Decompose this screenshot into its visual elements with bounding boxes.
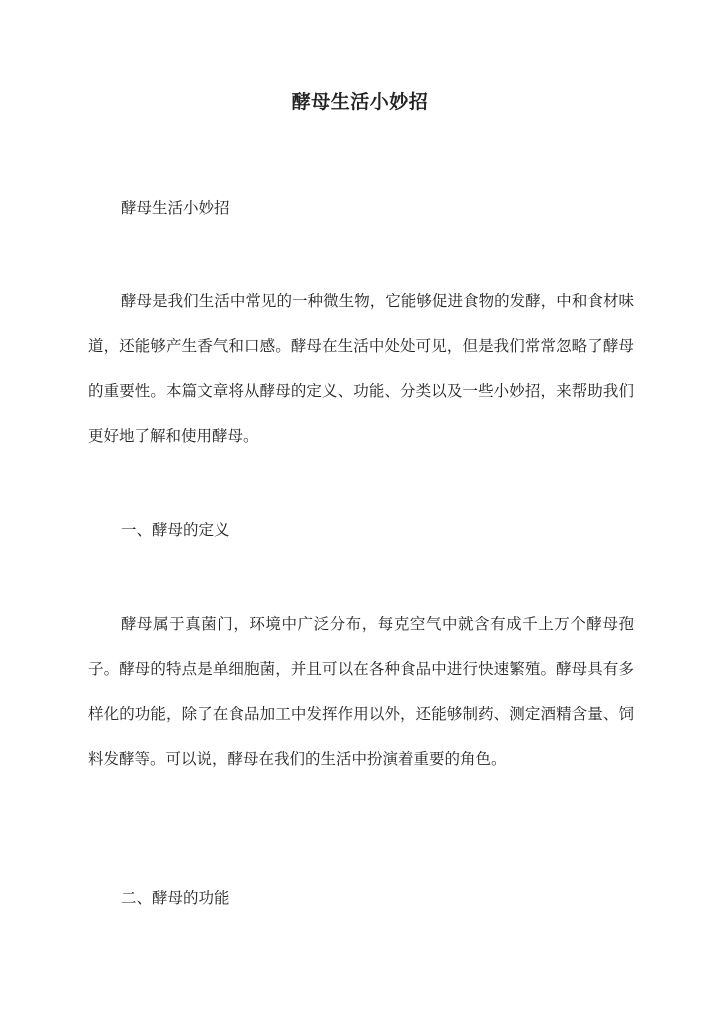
section-paragraph-definition: 酵母属于真菌门，环境中广泛分布，每克空气中就含有成千上万个酵母孢子。酵母的特点是单细胞菌，并且可以在各种食品中进行快速繁殖。酵母具有多样化的功能，除了在食品加工中发挥作用以外，还能够制药、测定酒精含量、饲料发酵等。可以说，酵母在我们的生活中扮演着重要的角色。 xyxy=(88,615,634,768)
intro-paragraph: 酵母是我们生活中常见的一种微生物，它能够促进食物的发酵，中和食材味道，还能够产生香气和口感。酵母在生活中处处可见，但是我们常常忽略了酵母的重要性。本篇文章将从酵母的定义、功能、分类以及一些小妙招，来帮助我们更好地了解和使用酵母。 xyxy=(88,292,634,445)
document-subtitle: 酵母生活小妙招 xyxy=(121,199,230,217)
section-heading-definition: 一、酵母的定义 xyxy=(121,521,230,539)
section-heading-function: 二、酵母的功能 xyxy=(121,889,230,907)
document-title: 酵母生活小妙招 xyxy=(291,91,429,113)
